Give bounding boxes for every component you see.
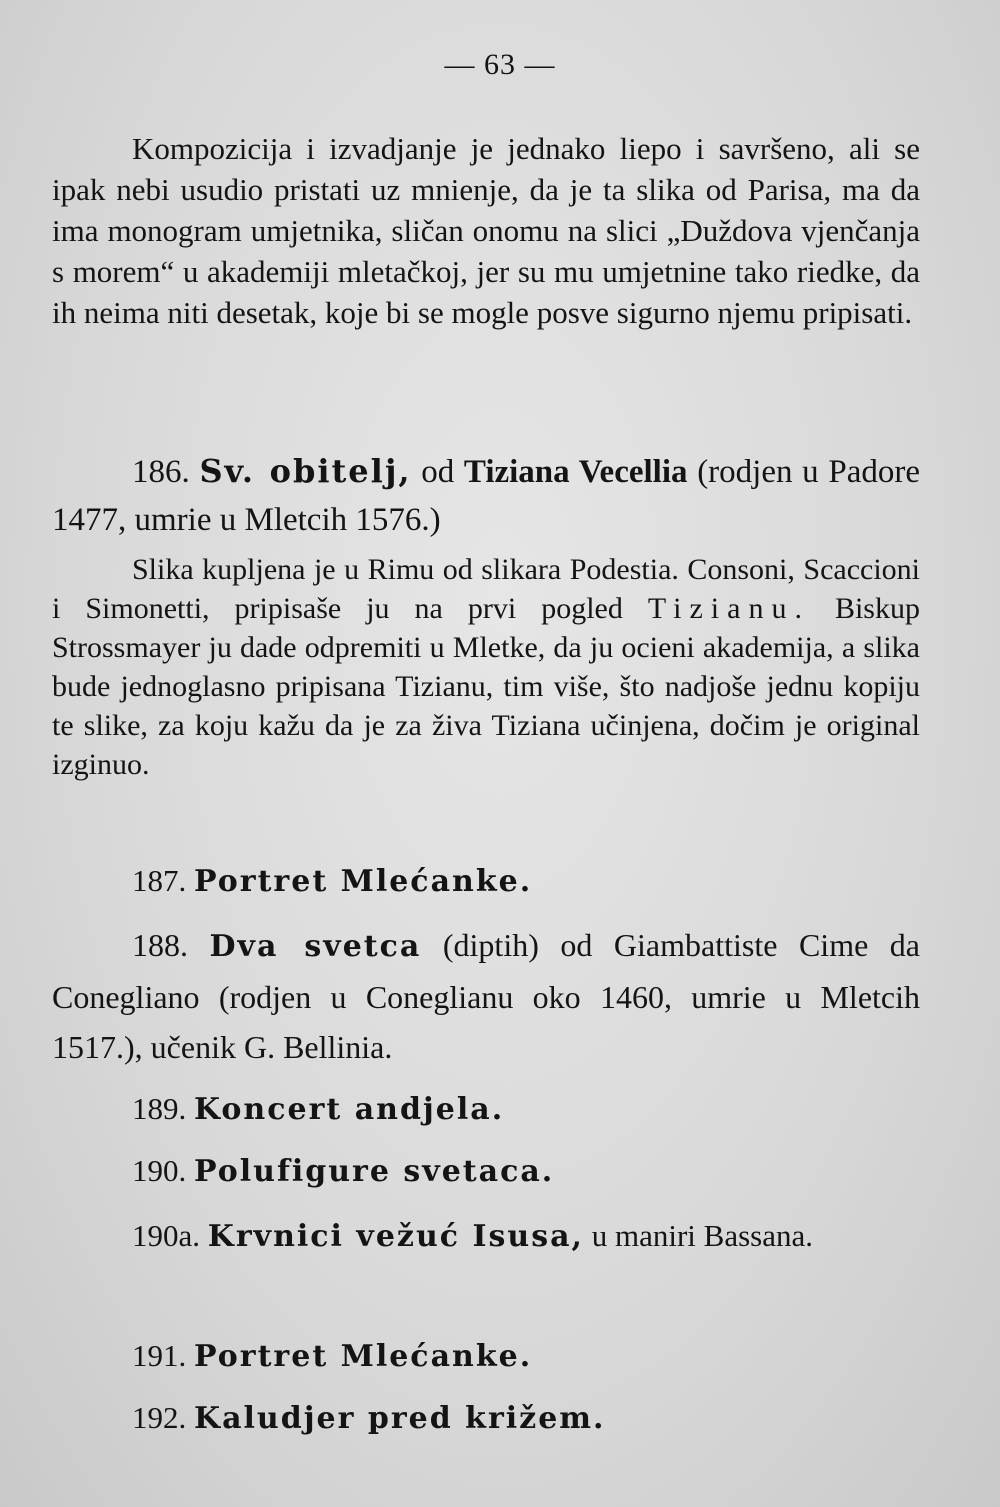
entry-title: Dva svetca [209, 929, 422, 964]
artist-name: Tiziana Vecellia [463, 454, 688, 490]
entry-188 [52, 920, 920, 1072]
entry-number: 191. [132, 1338, 187, 1373]
page-number: — 63 — [444, 48, 556, 81]
entry-192 [132, 1397, 605, 1439]
entry-title: Kaludjer pred križem. [194, 1401, 606, 1436]
entry-number: 189. [132, 1091, 187, 1126]
entry-number: 188. [132, 927, 188, 963]
entry-number: 190a. [132, 1218, 201, 1253]
paragraph-text: Biskup Strossmayer ju dade odpremiti u Mletke, da ju ocieni akademija, a slika bude jednoglasno pripisana Tizianu, tim više, što nadjoše jednu kopiju te slike, za koju kažu da je za živa Tiziana učinjena, dočim je original izginuo. [52, 592, 920, 781]
entry-number: 190. [132, 1153, 187, 1188]
spaced-name: Tizianu. [647, 592, 810, 625]
paragraph-text: Slika kupljena je u Rimu od slikara Podestia. Consoni, Scaccioni i Simonetti, pripisaše ju na prvi pogled [52, 553, 920, 625]
artist-name: Giambattiste Cime da Conegliano [52, 927, 921, 1015]
entry-title: Portret Mlećanke. [194, 1339, 533, 1374]
intro-paragraph: Kompozicija i izvadjanje je jednako liepo i savršeno, ali se ipak nebi usudio pristati uz mnienje, da je ta slika od Parisa, ma da ima monogram umjetnika, sličan onomu na slici „Duždova vjenčanja s morem“ u akademiji mletačkoj, jer su mu umjetnine tako riedke, da ih neima niti desetak, koje bi se mogle posve sigurno njemu pripisati. [52, 131, 920, 330]
entry-text: (rodjen u Coneglianu oko 1460, umrie u Mletcih 1517.), učenik G. Bellinia. [52, 979, 920, 1065]
entry-title: Portret Mlećanke. [194, 864, 533, 899]
entry-190a [52, 1212, 920, 1261]
entry-title: Koncert andjela. [194, 1092, 505, 1127]
entry-title: Krvnici vežuć Isusa, [207, 1219, 584, 1254]
entry-187 [132, 860, 532, 902]
entry-title: Polufigure svetaca. [194, 1154, 555, 1189]
entry-text: (diptih) od [421, 927, 614, 963]
entry-text: (rodjen u Padore 1477, umrie u Mletcih 1576.) [52, 454, 920, 538]
entry-186 [52, 447, 920, 544]
entry-189 [132, 1088, 504, 1130]
entry-text: u maniri Bassana. [583, 1218, 813, 1253]
entry-number: 187. [132, 863, 187, 898]
entry-190 [132, 1150, 554, 1192]
paragraph-186 [52, 550, 920, 784]
entry-191 [132, 1335, 532, 1377]
entry-number: 192. [132, 1400, 187, 1435]
entry-number: 186. [132, 454, 190, 490]
entry-text: od [411, 454, 464, 490]
entry-title: Sv. obitelj, [199, 452, 412, 490]
